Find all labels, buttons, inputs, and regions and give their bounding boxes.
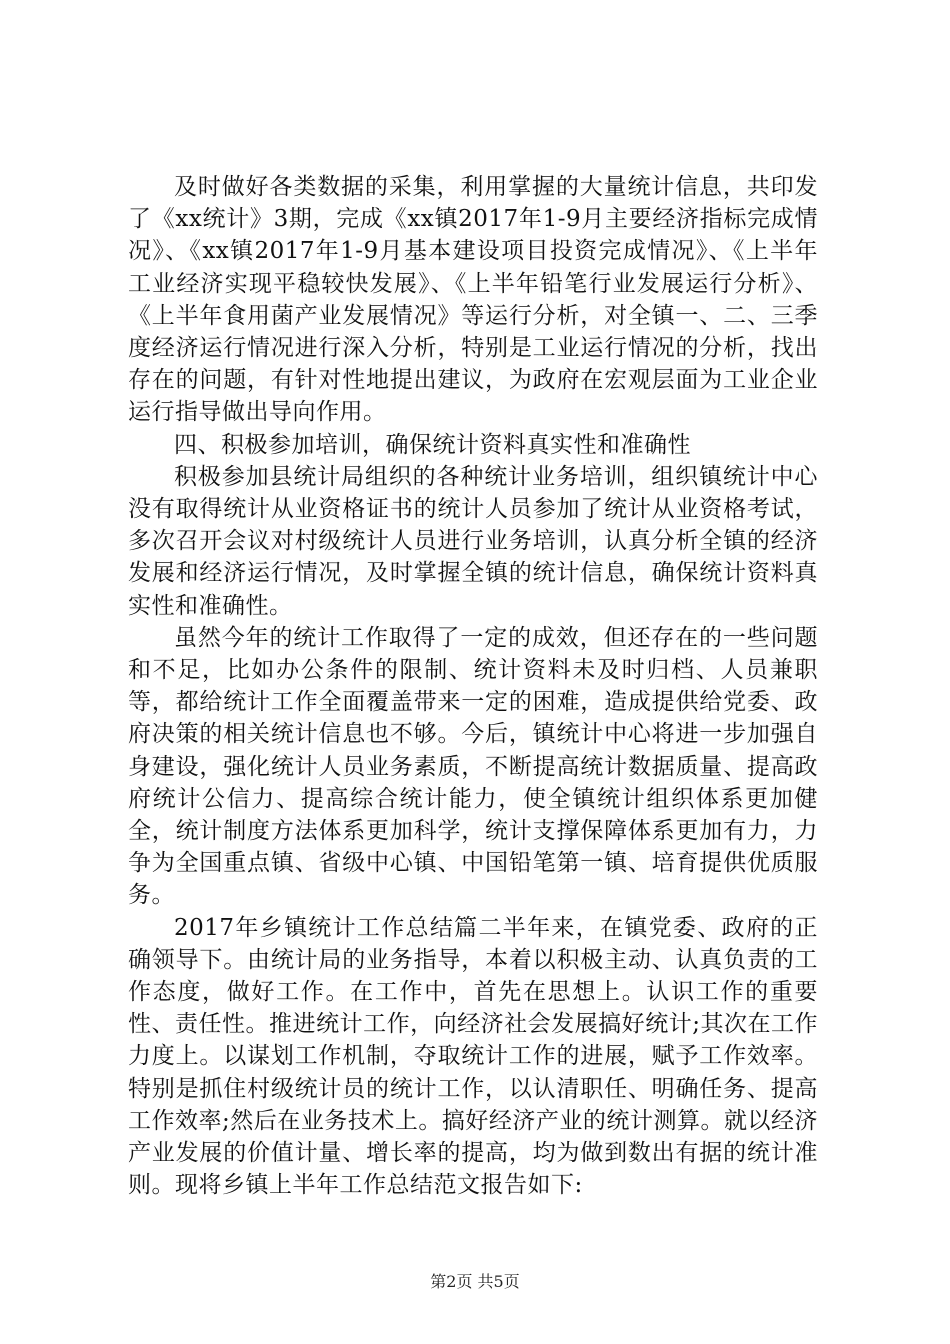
paragraph-summary-part-two: 2017年乡镇统计工作总结篇二半年来，在镇党委、政府的正确领导下。由统计局的业务指导，本着以积极主动、认真负责的工作态度，做好工作。在工作中，首先在思想上。认识工作的重要性、责任性。推进统计工作，向经济社会发展搞好统计;其次在工作力度上。以谋划工作机制，夺取统计工作的进展，赋予工作效率。特别是抓住村级统计员的统计工作，以认清职任、明确任务、提高工作效率;然后在业务技术上。搞好经济产业的统计测算。就以经济产业发展的价值计量、增长率的提高，均为做到数出有据的统计准则。现将乡镇上半年工作总结范文报告如下: <box>128 914 818 1199</box>
paragraph-training: 积极参加县统计局组织的各种统计业务培训，组织镇统计中心没有取得统计从业资格证书的统计人员参加了统计从业资格考试，多次召开会议对村级统计人员进行业务培训，认真分析全镇的经济发展和经济运行情况，及时掌握全镇的统计信息，确保统计资料真实性和准确性。 <box>128 463 818 619</box>
section-heading-training: 四、积极参加培训，确保统计资料真实性和准确性 <box>174 431 691 458</box>
document-body <box>128 171 818 1202</box>
page-number-footer: 第2页 共5页 <box>430 1272 520 1291</box>
paragraph-statistics-publications: 及时做好各类数据的采集，利用掌握的大量统计信息，共印发了《xx统计》3期，完成《xx镇2017年1-9月主要经济指标完成情况》、《xx镇2017年1-9月基本建设项目投资完成情况》、《上半年工业经济实现平稳较快发展》、《上半年铅笔行业发展运行分析》、《上半年食用菌产业发展情况》等运行分析，对全镇一、二、三季度经济运行情况进行深入分析，特别是工业运行情况的分析，找出存在的问题，有针对性地提出建议，为政府在宏观层面为工业企业运行指导做出导向作用。 <box>128 174 818 426</box>
paragraph-problems-outlook: 虽然今年的统计工作取得了一定的成效，但还存在的一些问题和不足，比如办公条件的限制、统计资料未及时归档、人员兼职等，都给统计工作全面覆盖带来一定的困难，造成提供给党委、政府决策的相关统计信息也不够。今后，镇统计中心将进一步加强自身建设，强化统计人员业务素质，不断提高统计数据质量、提高政府统计公信力、提高综合统计能力，使全镇统计组织体系更加健全，统计制度方法体系更加科学，统计支撑保障体系更加有力，力争为全国重点镇、省级中心镇、中国铅笔第一镇、培育提供优质服务。 <box>128 624 818 909</box>
